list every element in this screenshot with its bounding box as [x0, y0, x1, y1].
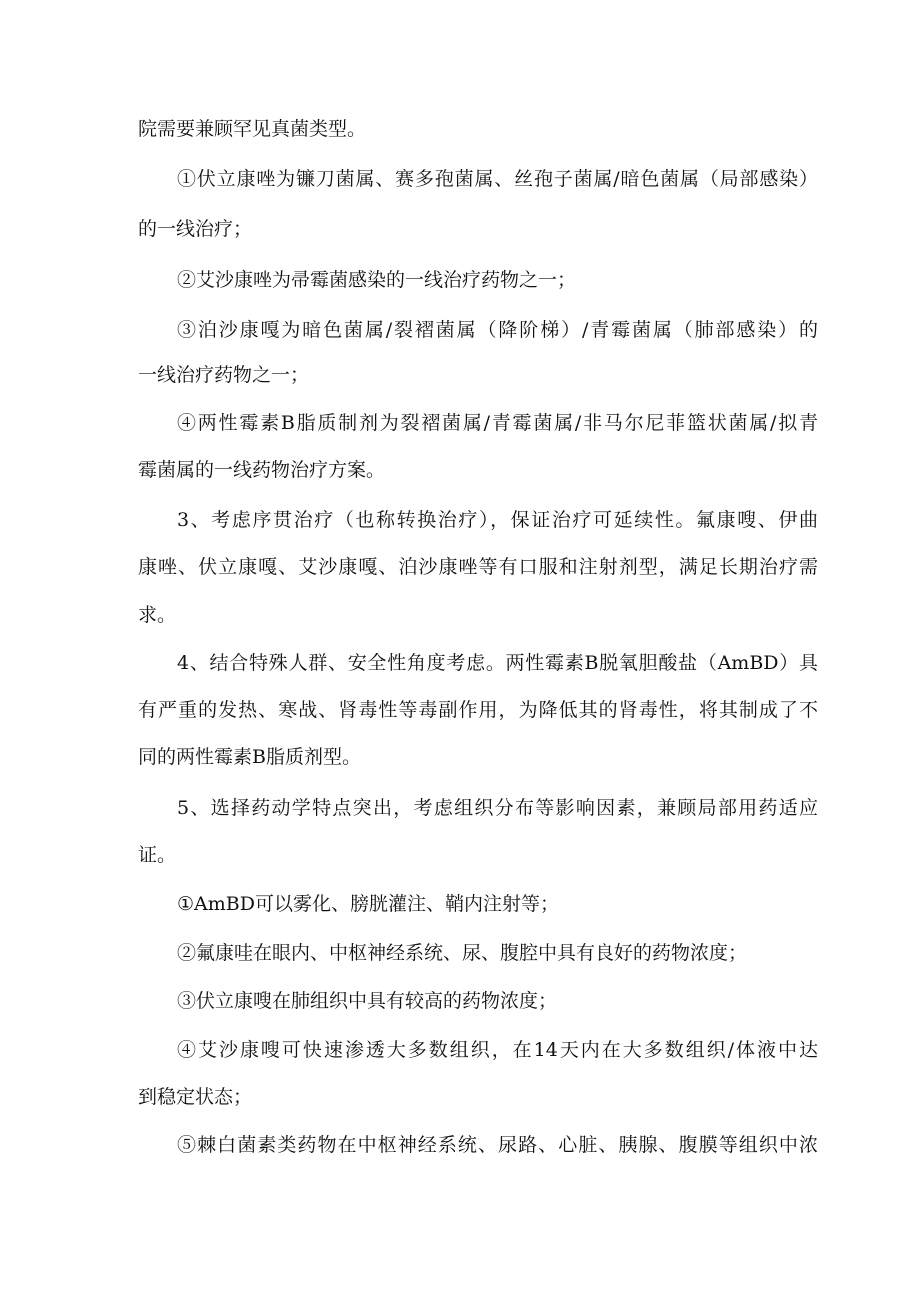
text-line: 证。 [138, 844, 177, 866]
text-line: ②艾沙康唑为帚霉菌感染的一线治疗药物之一； [177, 269, 577, 291]
text-line: ③泊沙康嘎为暗色菌属/裂褶菌属（降阶梯）/青霉菌属（肺部感染）的 [177, 319, 818, 341]
text-line: 一线治疗药物之一； [138, 364, 310, 386]
text-line: 到稳定状态； [138, 1086, 253, 1108]
text-line: 霉菌属的一线药物治疗方案。 [138, 459, 386, 481]
text-line: 3、考虑序贯治疗（也称转换治疗），保证治疗可延续性。氟康嗖、伊曲 [177, 509, 818, 531]
text-line: 求。 [138, 604, 177, 626]
text-line: 院需要兼顾罕见真菌类型。 [138, 118, 367, 140]
text-line: 的一线治疗； [138, 218, 253, 240]
text-line: 5、选择药动学特点突出，考虑组织分布等影响因素，兼顾局部用药适应 [177, 797, 818, 819]
text-line: ⑤棘白菌素类药物在中枢神经系统、尿路、心脏、胰腺、腹膜等组织中浓 [177, 1134, 818, 1156]
text-line: 同的两性霉素B脂质剂型。 [138, 746, 361, 768]
text-line: 康唑、伏立康嘎、艾沙康嘎、泊沙康唑等有口服和注射剂型，满足长期治疗需 [138, 556, 818, 578]
text-line: ②氟康哇在眼内、中枢神经系统、尿、腹腔中具有良好的药物浓度； [177, 942, 748, 964]
text-line: ①AmBD可以雾化、膀胱灌注、鞘内注射等； [177, 893, 559, 915]
text-line: ③伏立康嗖在肺组织中具有较高的药物浓度； [177, 990, 558, 1012]
text-line: ④艾沙康嗖可快速渗透大多数组织，在14天内在大多数组织/体液中达 [177, 1039, 818, 1061]
text-line: 4、结合特殊人群、安全性角度考虑。两性霉素B脱氧胆酸盐（AmBD）具 [177, 652, 818, 674]
text-line: ④两性霉素B脂质制剂为裂褶菌属/青霉菌属/非马尔尼菲篮状菌属/拟青 [177, 412, 818, 434]
text-line: ①伏立康唑为镰刀菌属、赛多孢菌属、丝孢子菌属/暗色菌属（局部感染） [177, 168, 818, 190]
text-line: 有严重的发热、寒战、肾毒性等毒副作用，为降低其的肾毒性，将其制成了不 [138, 699, 818, 721]
